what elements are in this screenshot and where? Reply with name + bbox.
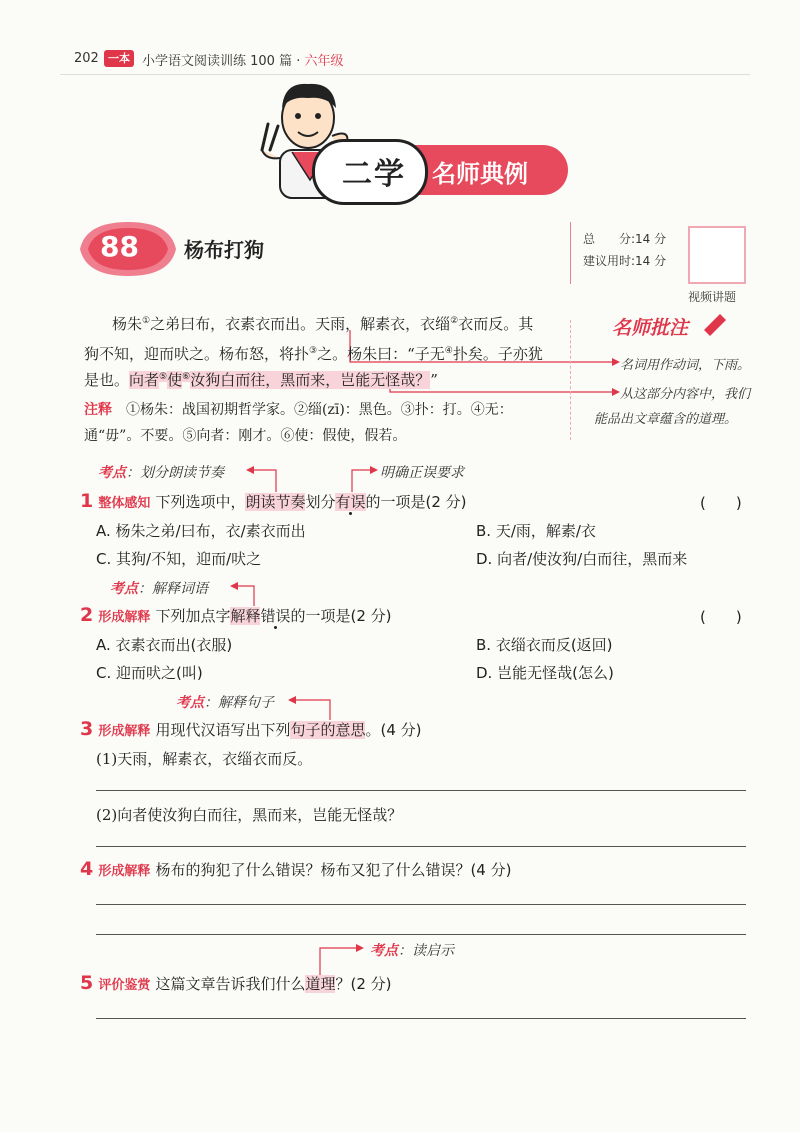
question-number: 4: [80, 858, 94, 880]
hint-text: 划分朗读节奏: [140, 465, 224, 481]
q2-option-b[interactable]: B. 衣缁衣而反(返回): [476, 636, 613, 654]
q2-option-c[interactable]: C. 迎而吠之(叫): [96, 664, 203, 682]
arrowhead-6: [288, 696, 296, 704]
passage-text: ”: [430, 371, 438, 389]
page-number: 202: [74, 51, 99, 66]
score-total: 总 分:14 分: [583, 232, 667, 246]
notes-line-1: [84, 399, 513, 419]
q2-hint: 考点：解释词语: [110, 581, 208, 597]
q5-hint: 考点：读启示: [370, 943, 454, 959]
q1-option-d[interactable]: D. 向者/使汝狗/白而往，黑而来: [476, 550, 688, 568]
hint-text: 读启示: [412, 943, 454, 959]
question-text: 这篇文章告诉我们什么: [155, 975, 306, 993]
passage-line-3: [84, 369, 438, 390]
question-4: [80, 858, 511, 880]
passage-text: 是也。: [84, 371, 130, 389]
series-logo: 一本: [104, 50, 134, 67]
question-type: 形成解释: [98, 864, 151, 879]
question-text: 。(4 分): [365, 721, 422, 739]
teacher-notes-heading: 名师批注: [612, 317, 689, 339]
answer-blank-1[interactable]: ( ): [700, 494, 742, 512]
teacher-note-1: 名词用作动词，下雨。: [620, 358, 751, 373]
q1-option-b[interactable]: B. 天/雨，解素/衣: [476, 522, 596, 540]
question-3: [80, 718, 422, 740]
highlight-text: 使: [167, 371, 183, 389]
question-2: [80, 604, 392, 626]
question-highlight: 解释: [230, 607, 261, 625]
footnote-mark: ①: [142, 316, 151, 326]
teacher-note-2b: 能品出文章蕴含的道理。: [594, 412, 738, 427]
q2-option-d[interactable]: D. 岂能无怪哉(怎么): [476, 664, 614, 682]
banner-section: 二学: [342, 157, 406, 192]
hint-label: 考点: [370, 943, 398, 959]
q3-hint: 考点：解释句子: [176, 695, 274, 711]
passage-line-2: [84, 343, 543, 364]
hint-label: 考点: [176, 695, 204, 711]
answer-line[interactable]: [96, 1018, 746, 1019]
footnote-mark: ③: [309, 346, 318, 356]
question-keyword: 错误: [260, 607, 291, 625]
question-number: 5: [80, 972, 94, 994]
question-number: 2: [80, 604, 94, 626]
question-text: ？(2 分): [335, 975, 392, 993]
passage-text: 之。杨朱曰：“子无: [317, 345, 445, 363]
passage-text: 衣而反。其: [458, 315, 534, 333]
question-type: 形成解释: [98, 724, 151, 739]
question-1: [80, 490, 467, 512]
hint-arrow-2: [352, 470, 370, 492]
answer-line[interactable]: [96, 934, 746, 935]
footnote-mark: ④: [444, 346, 453, 356]
arrowhead-4: [370, 466, 378, 474]
passage-text: 狗不知，迎而吠之。杨布怒，将扑: [84, 345, 310, 363]
q1-hint-2: 明确正误要求: [380, 465, 464, 481]
question-type: 整体感知: [98, 496, 151, 511]
highlight-text: 向者: [129, 371, 160, 389]
question-text: 用现代汉语写出下列: [155, 721, 291, 739]
highlight-text: 汝狗白而往，黑而来，岂能无怪哉？: [190, 371, 431, 389]
question-text: 划分: [305, 493, 336, 511]
q2-option-a[interactable]: A. 衣素衣而出(衣服): [96, 636, 233, 654]
question-highlight: 句子的意思: [290, 721, 366, 739]
notes-text: ①杨朱：战国初期哲学家。②缁(zī)：黑色。③扑：打。④无：: [126, 402, 513, 418]
hint-arrow-1: [254, 470, 276, 492]
pen-icon: [704, 314, 726, 336]
passage-text: 杨朱: [112, 315, 143, 333]
question-highlight: 道理: [305, 975, 336, 993]
question-number: 1: [80, 490, 94, 512]
question-type: 形成解释: [98, 610, 151, 625]
grade-label: 六年级: [304, 54, 344, 69]
arrowhead-1: [612, 358, 620, 366]
hint-text: 解释句子: [218, 695, 274, 711]
question-text: 杨布的狗犯了什么错误？杨布又犯了什么错误？(4 分): [155, 861, 512, 879]
question-keyword: 有误: [335, 493, 366, 511]
hint-arrow-3: [238, 586, 254, 606]
arrowhead-5: [230, 582, 238, 590]
answer-line[interactable]: [96, 846, 746, 847]
lesson-title: 杨布打狗: [184, 238, 264, 262]
footnote-mark: ⑥: [182, 372, 191, 382]
footnote-mark: ②: [450, 316, 459, 326]
passage-line-1: [112, 313, 533, 334]
question-number: 3: [80, 718, 94, 740]
question-text: 下列选项中，: [155, 493, 246, 511]
note-rail: [570, 320, 571, 440]
question-highlight: 朗读节奏: [245, 493, 306, 511]
arrowhead-3: [246, 466, 254, 474]
hint-text: 解释词语: [152, 581, 208, 597]
q1-option-a[interactable]: A. 杨朱之弟/曰布，衣/素衣而出: [96, 522, 306, 540]
question-text: 下列加点字: [155, 607, 231, 625]
q1-hint: 考点：划分朗读节奏: [98, 465, 224, 481]
banner-label: 名师典例: [432, 160, 528, 188]
question-type: 评价鉴赏: [98, 978, 151, 993]
arrowhead-2: [612, 388, 620, 396]
qr-code-frame[interactable]: [688, 226, 746, 284]
passage-text: 之弟曰布，衣素衣而出。天雨，解素衣，衣缁: [150, 315, 451, 333]
score-time: 建议用时:14 分: [583, 254, 667, 268]
footnote-mark: ⑤: [159, 372, 168, 382]
lesson-number: 88: [100, 230, 139, 263]
answer-line[interactable]: [96, 790, 746, 791]
book-title-text: 小学语文阅读训练 100 篇 ·: [142, 54, 305, 69]
hint-label: 考点: [110, 581, 138, 597]
q1-option-c[interactable]: C. 其狗/不知，迎而/吠之: [96, 550, 262, 568]
question-text: 的一项是(2 分): [290, 607, 392, 625]
passage-text: 扑矣。子亦犹: [452, 345, 543, 363]
question-5: [80, 972, 392, 994]
hint-arrow-4: [296, 700, 330, 720]
notes-line-2: 通“毋”。不要。⑤向者：刚才。⑥使：假使，假若。: [84, 428, 407, 444]
score-box: [570, 222, 681, 284]
question-text: 的一项是(2 分): [365, 493, 467, 511]
section-banner: [320, 145, 568, 199]
arrowhead-7: [356, 944, 364, 952]
q3-sub-2: (2)向者使汝狗白而往，黑而来，岂能无怪哉？: [96, 806, 403, 824]
teacher-note-2a: 从这部分内容中，我们: [620, 387, 751, 402]
hint-label: 考点: [98, 465, 126, 481]
answer-line[interactable]: [96, 904, 746, 905]
notes-label: 注释: [84, 402, 112, 418]
q3-sub-1: (1)天雨，解素衣，衣缁衣而反。: [96, 750, 313, 768]
answer-blank-2[interactable]: ( ): [700, 608, 742, 626]
qr-caption: 视频讲题: [688, 290, 737, 304]
